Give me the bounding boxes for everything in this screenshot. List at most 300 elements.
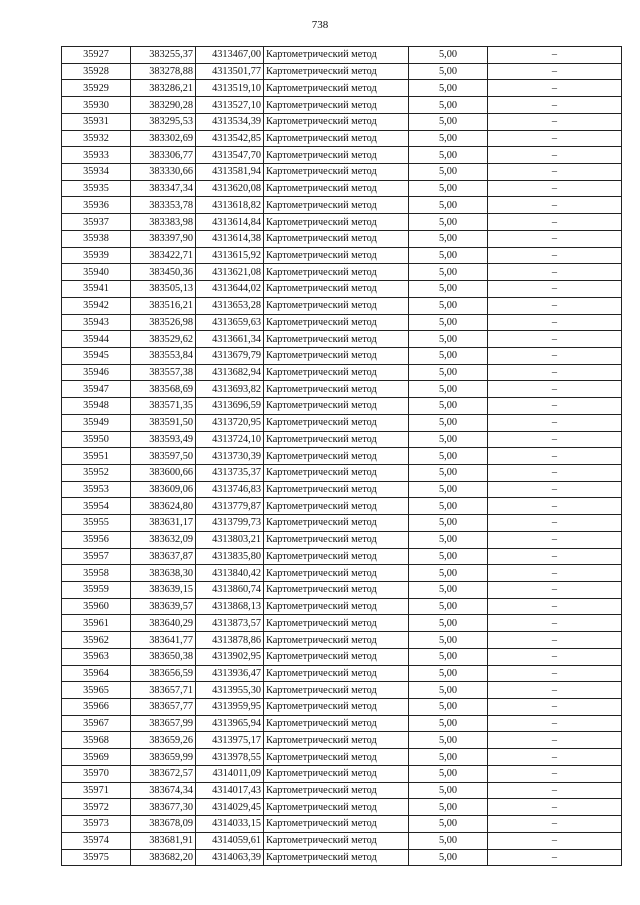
y-coordinate-cell: 4313730,39 [196, 448, 264, 465]
note-cell: – [488, 448, 622, 465]
table-row [62, 598, 622, 615]
y-coordinate-cell: 4313527,10 [196, 97, 264, 114]
point-number-cell: 35947 [62, 381, 131, 398]
method-cell: Картометрический метод [264, 582, 409, 599]
table-row [62, 749, 622, 766]
point-number-cell: 35967 [62, 715, 131, 732]
table-row [62, 180, 622, 197]
y-coordinate-cell: 4313547,70 [196, 147, 264, 164]
y-coordinate-cell: 4313614,38 [196, 230, 264, 247]
table-row [62, 281, 622, 298]
method-cell: Картометрический метод [264, 565, 409, 582]
table-row [62, 347, 622, 364]
error-cell: 5,00 [409, 164, 488, 181]
error-cell: 5,00 [409, 381, 488, 398]
point-number-cell: 35940 [62, 264, 131, 281]
y-coordinate-cell: 4314017,43 [196, 782, 264, 799]
note-cell: – [488, 197, 622, 214]
error-cell: 5,00 [409, 431, 488, 448]
error-cell: 5,00 [409, 464, 488, 481]
table-row [62, 80, 622, 97]
table-row [62, 565, 622, 582]
x-coordinate-cell: 383600,66 [131, 464, 196, 481]
point-number-cell: 35942 [62, 297, 131, 314]
point-number-cell: 35955 [62, 515, 131, 532]
y-coordinate-cell: 4313779,87 [196, 498, 264, 515]
x-coordinate-cell: 383639,15 [131, 582, 196, 599]
y-coordinate-cell: 4313501,77 [196, 63, 264, 80]
y-coordinate-cell: 4313618,82 [196, 197, 264, 214]
method-cell: Картометрический метод [264, 398, 409, 415]
page-number: 738 [311, 19, 329, 31]
point-number-cell: 35943 [62, 314, 131, 331]
method-cell: Картометрический метод [264, 799, 409, 816]
method-cell: Картометрический метод [264, 381, 409, 398]
x-coordinate-cell: 383450,36 [131, 264, 196, 281]
note-cell: – [488, 297, 622, 314]
x-coordinate-cell: 383657,99 [131, 715, 196, 732]
method-cell: Картометрический метод [264, 414, 409, 431]
y-coordinate-cell: 4314059,61 [196, 832, 264, 849]
method-cell: Картометрический метод [264, 615, 409, 632]
method-cell: Картометрический метод [264, 632, 409, 649]
note-cell: – [488, 347, 622, 364]
point-number-cell: 35935 [62, 180, 131, 197]
y-coordinate-cell: 4314011,09 [196, 765, 264, 782]
method-cell: Картометрический метод [264, 481, 409, 498]
method-cell: Картометрический метод [264, 331, 409, 348]
y-coordinate-cell: 4313467,00 [196, 47, 264, 64]
table-row [62, 414, 622, 431]
note-cell: – [488, 715, 622, 732]
y-coordinate-cell: 4313534,39 [196, 113, 264, 130]
method-cell: Картометрический метод [264, 314, 409, 331]
point-number-cell: 35975 [62, 849, 131, 866]
error-cell: 5,00 [409, 247, 488, 264]
table-row [62, 816, 622, 833]
point-number-cell: 35946 [62, 364, 131, 381]
table-row [62, 765, 622, 782]
error-cell: 5,00 [409, 113, 488, 130]
y-coordinate-cell: 4313936,47 [196, 665, 264, 682]
note-cell: – [488, 414, 622, 431]
error-cell: 5,00 [409, 515, 488, 532]
point-number-cell: 35932 [62, 130, 131, 147]
x-coordinate-cell: 383516,21 [131, 297, 196, 314]
x-coordinate-cell: 383295,53 [131, 113, 196, 130]
x-coordinate-cell: 383593,49 [131, 431, 196, 448]
table-row [62, 849, 622, 866]
point-number-cell: 35970 [62, 765, 131, 782]
error-cell: 5,00 [409, 297, 488, 314]
x-coordinate-cell: 383526,98 [131, 314, 196, 331]
y-coordinate-cell: 4313653,28 [196, 297, 264, 314]
method-cell: Картометрический метод [264, 214, 409, 231]
method-cell: Картометрический метод [264, 230, 409, 247]
error-cell: 5,00 [409, 264, 488, 281]
point-number-cell: 35973 [62, 816, 131, 833]
point-number-cell: 35945 [62, 347, 131, 364]
note-cell: – [488, 816, 622, 833]
error-cell: 5,00 [409, 749, 488, 766]
table-row [62, 297, 622, 314]
note-cell: – [488, 565, 622, 582]
table-row [62, 699, 622, 716]
error-cell: 5,00 [409, 598, 488, 615]
y-coordinate-cell: 4313975,17 [196, 732, 264, 749]
y-coordinate-cell: 4313724,10 [196, 431, 264, 448]
point-number-cell: 35965 [62, 682, 131, 699]
table-row [62, 264, 622, 281]
method-cell: Картометрический метод [264, 498, 409, 515]
error-cell: 5,00 [409, 715, 488, 732]
method-cell: Картометрический метод [264, 180, 409, 197]
note-cell: – [488, 582, 622, 599]
x-coordinate-cell: 383650,38 [131, 648, 196, 665]
method-cell: Картометрический метод [264, 832, 409, 849]
note-cell: – [488, 164, 622, 181]
x-coordinate-cell: 383597,50 [131, 448, 196, 465]
point-number-cell: 35953 [62, 481, 131, 498]
note-cell: – [488, 832, 622, 849]
note-cell: – [488, 699, 622, 716]
x-coordinate-cell: 383681,91 [131, 832, 196, 849]
y-coordinate-cell: 4313615,92 [196, 247, 264, 264]
table-row [62, 147, 622, 164]
y-coordinate-cell: 4313746,83 [196, 481, 264, 498]
method-cell: Картометрический метод [264, 648, 409, 665]
x-coordinate-cell: 383637,87 [131, 548, 196, 565]
error-cell: 5,00 [409, 331, 488, 348]
table-row [62, 431, 622, 448]
note-cell: – [488, 749, 622, 766]
error-cell: 5,00 [409, 615, 488, 632]
table-row [62, 732, 622, 749]
point-number-cell: 35964 [62, 665, 131, 682]
error-cell: 5,00 [409, 665, 488, 682]
note-cell: – [488, 398, 622, 415]
method-cell: Картометрический метод [264, 464, 409, 481]
error-cell: 5,00 [409, 364, 488, 381]
table-row [62, 548, 622, 565]
table-row [62, 498, 622, 515]
y-coordinate-cell: 4313955,30 [196, 682, 264, 699]
note-cell: – [488, 548, 622, 565]
point-number-cell: 35930 [62, 97, 131, 114]
method-cell: Картометрический метод [264, 699, 409, 716]
error-cell: 5,00 [409, 565, 488, 582]
point-number-cell: 35929 [62, 80, 131, 97]
error-cell: 5,00 [409, 632, 488, 649]
note-cell: – [488, 180, 622, 197]
coordinates-table-body [62, 47, 622, 866]
y-coordinate-cell: 4313682,94 [196, 364, 264, 381]
error-cell: 5,00 [409, 699, 488, 716]
note-cell: – [488, 598, 622, 615]
note-cell: – [488, 765, 622, 782]
note-cell: – [488, 247, 622, 264]
x-coordinate-cell: 383659,99 [131, 749, 196, 766]
note-cell: – [488, 381, 622, 398]
point-number-cell: 35956 [62, 531, 131, 548]
point-number-cell: 35933 [62, 147, 131, 164]
method-cell: Картометрический метод [264, 247, 409, 264]
y-coordinate-cell: 4313840,42 [196, 565, 264, 582]
x-coordinate-cell: 383657,77 [131, 699, 196, 716]
error-cell: 5,00 [409, 197, 488, 214]
error-cell: 5,00 [409, 230, 488, 247]
point-number-cell: 35958 [62, 565, 131, 582]
table-row [62, 381, 622, 398]
x-coordinate-cell: 383657,71 [131, 682, 196, 699]
method-cell: Картометрический метод [264, 598, 409, 615]
method-cell: Картометрический метод [264, 147, 409, 164]
table-row [62, 448, 622, 465]
note-cell: – [488, 147, 622, 164]
note-cell: – [488, 113, 622, 130]
table-row [62, 331, 622, 348]
note-cell: – [488, 732, 622, 749]
x-coordinate-cell: 383639,57 [131, 598, 196, 615]
method-cell: Картометрический метод [264, 515, 409, 532]
point-number-cell: 35941 [62, 281, 131, 298]
method-cell: Картометрический метод [264, 197, 409, 214]
error-cell: 5,00 [409, 765, 488, 782]
note-cell: – [488, 799, 622, 816]
table-row [62, 247, 622, 264]
y-coordinate-cell: 4313614,84 [196, 214, 264, 231]
method-cell: Картометрический метод [264, 364, 409, 381]
note-cell: – [488, 264, 622, 281]
table-row [62, 97, 622, 114]
point-number-cell: 35951 [62, 448, 131, 465]
note-cell: – [488, 648, 622, 665]
x-coordinate-cell: 383677,30 [131, 799, 196, 816]
y-coordinate-cell: 4313621,08 [196, 264, 264, 281]
point-number-cell: 35961 [62, 615, 131, 632]
point-number-cell: 35939 [62, 247, 131, 264]
table-row [62, 130, 622, 147]
y-coordinate-cell: 4313835,80 [196, 548, 264, 565]
error-cell: 5,00 [409, 481, 488, 498]
table-row [62, 531, 622, 548]
x-coordinate-cell: 383609,06 [131, 481, 196, 498]
method-cell: Картометрический метод [264, 732, 409, 749]
x-coordinate-cell: 383529,62 [131, 331, 196, 348]
point-number-cell: 35937 [62, 214, 131, 231]
error-cell: 5,00 [409, 732, 488, 749]
note-cell: – [488, 130, 622, 147]
y-coordinate-cell: 4313644,02 [196, 281, 264, 298]
table-row [62, 682, 622, 699]
note-cell: – [488, 498, 622, 515]
x-coordinate-cell: 383674,34 [131, 782, 196, 799]
note-cell: – [488, 782, 622, 799]
method-cell: Картометрический метод [264, 431, 409, 448]
point-number-cell: 35949 [62, 414, 131, 431]
table-row [62, 214, 622, 231]
method-cell: Картометрический метод [264, 531, 409, 548]
y-coordinate-cell: 4313959,95 [196, 699, 264, 716]
point-number-cell: 35927 [62, 47, 131, 64]
y-coordinate-cell: 4314029,45 [196, 799, 264, 816]
method-cell: Картометрический метод [264, 782, 409, 799]
error-cell: 5,00 [409, 414, 488, 431]
y-coordinate-cell: 4313873,57 [196, 615, 264, 632]
error-cell: 5,00 [409, 47, 488, 64]
point-number-cell: 35959 [62, 582, 131, 599]
error-cell: 5,00 [409, 582, 488, 599]
table-row [62, 364, 622, 381]
note-cell: – [488, 97, 622, 114]
table-row [62, 47, 622, 64]
point-number-cell: 35936 [62, 197, 131, 214]
method-cell: Картометрический метод [264, 715, 409, 732]
error-cell: 5,00 [409, 648, 488, 665]
point-number-cell: 35938 [62, 230, 131, 247]
y-coordinate-cell: 4313860,74 [196, 582, 264, 599]
note-cell: – [488, 481, 622, 498]
point-number-cell: 35968 [62, 732, 131, 749]
point-number-cell: 35971 [62, 782, 131, 799]
error-cell: 5,00 [409, 498, 488, 515]
point-number-cell: 35969 [62, 749, 131, 766]
point-number-cell: 35960 [62, 598, 131, 615]
x-coordinate-cell: 383682,20 [131, 849, 196, 866]
y-coordinate-cell: 4313519,10 [196, 80, 264, 97]
table-row [62, 615, 622, 632]
y-coordinate-cell: 4313696,59 [196, 398, 264, 415]
x-coordinate-cell: 383656,59 [131, 665, 196, 682]
x-coordinate-cell: 383591,50 [131, 414, 196, 431]
error-cell: 5,00 [409, 281, 488, 298]
x-coordinate-cell: 383290,28 [131, 97, 196, 114]
point-number-cell: 35931 [62, 113, 131, 130]
x-coordinate-cell: 383557,38 [131, 364, 196, 381]
x-coordinate-cell: 383255,37 [131, 47, 196, 64]
x-coordinate-cell: 383553,84 [131, 347, 196, 364]
point-number-cell: 35948 [62, 398, 131, 415]
x-coordinate-cell: 383383,98 [131, 214, 196, 231]
x-coordinate-cell: 383641,77 [131, 632, 196, 649]
y-coordinate-cell: 4313720,95 [196, 414, 264, 431]
y-coordinate-cell: 4314033,15 [196, 816, 264, 833]
y-coordinate-cell: 4313693,82 [196, 381, 264, 398]
method-cell: Картометрический метод [264, 548, 409, 565]
error-cell: 5,00 [409, 448, 488, 465]
note-cell: – [488, 665, 622, 682]
note-cell: – [488, 331, 622, 348]
point-number-cell: 35957 [62, 548, 131, 565]
table-row [62, 582, 622, 599]
y-coordinate-cell: 4313659,63 [196, 314, 264, 331]
y-coordinate-cell: 4314063,39 [196, 849, 264, 866]
note-cell: – [488, 80, 622, 97]
note-cell: – [488, 281, 622, 298]
method-cell: Картометрический метод [264, 665, 409, 682]
method-cell: Картометрический метод [264, 47, 409, 64]
note-cell: – [488, 531, 622, 548]
x-coordinate-cell: 383422,71 [131, 247, 196, 264]
x-coordinate-cell: 383632,09 [131, 531, 196, 548]
table-row [62, 113, 622, 130]
method-cell: Картометрический метод [264, 264, 409, 281]
table-row [62, 398, 622, 415]
point-number-cell: 35954 [62, 498, 131, 515]
method-cell: Картометрический метод [264, 347, 409, 364]
method-cell: Картометрический метод [264, 281, 409, 298]
table-row [62, 782, 622, 799]
error-cell: 5,00 [409, 180, 488, 197]
y-coordinate-cell: 4313581,94 [196, 164, 264, 181]
x-coordinate-cell: 383353,78 [131, 197, 196, 214]
table-row [62, 799, 622, 816]
y-coordinate-cell: 4313542,85 [196, 130, 264, 147]
error-cell: 5,00 [409, 799, 488, 816]
error-cell: 5,00 [409, 832, 488, 849]
point-number-cell: 35928 [62, 63, 131, 80]
error-cell: 5,00 [409, 682, 488, 699]
error-cell: 5,00 [409, 214, 488, 231]
y-coordinate-cell: 4313661,34 [196, 331, 264, 348]
method-cell: Картометрический метод [264, 816, 409, 833]
method-cell: Картометрический метод [264, 97, 409, 114]
table-row [62, 481, 622, 498]
x-coordinate-cell: 383286,21 [131, 80, 196, 97]
x-coordinate-cell: 383347,34 [131, 180, 196, 197]
method-cell: Картометрический метод [264, 749, 409, 766]
x-coordinate-cell: 383505,13 [131, 281, 196, 298]
table-row [62, 665, 622, 682]
y-coordinate-cell: 4313679,79 [196, 347, 264, 364]
y-coordinate-cell: 4313978,55 [196, 749, 264, 766]
point-number-cell: 35962 [62, 632, 131, 649]
point-number-cell: 35934 [62, 164, 131, 181]
table-row [62, 230, 622, 247]
table-row [62, 632, 622, 649]
x-coordinate-cell: 383640,29 [131, 615, 196, 632]
error-cell: 5,00 [409, 849, 488, 866]
error-cell: 5,00 [409, 347, 488, 364]
error-cell: 5,00 [409, 314, 488, 331]
error-cell: 5,00 [409, 97, 488, 114]
note-cell: – [488, 47, 622, 64]
x-coordinate-cell: 383306,77 [131, 147, 196, 164]
table-row [62, 464, 622, 481]
method-cell: Картометрический метод [264, 297, 409, 314]
method-cell: Картометрический метод [264, 164, 409, 181]
note-cell: – [488, 632, 622, 649]
x-coordinate-cell: 383571,35 [131, 398, 196, 415]
x-coordinate-cell: 383672,57 [131, 765, 196, 782]
point-number-cell: 35966 [62, 699, 131, 716]
y-coordinate-cell: 4313878,86 [196, 632, 264, 649]
method-cell: Картометрический метод [264, 130, 409, 147]
x-coordinate-cell: 383278,88 [131, 63, 196, 80]
y-coordinate-cell: 4313902,95 [196, 648, 264, 665]
x-coordinate-cell: 383330,66 [131, 164, 196, 181]
method-cell: Картометрический метод [264, 765, 409, 782]
table-row [62, 63, 622, 80]
method-cell: Картометрический метод [264, 849, 409, 866]
method-cell: Картометрический метод [264, 682, 409, 699]
x-coordinate-cell: 383678,09 [131, 816, 196, 833]
y-coordinate-cell: 4313965,94 [196, 715, 264, 732]
y-coordinate-cell: 4313803,21 [196, 531, 264, 548]
x-coordinate-cell: 383397,90 [131, 230, 196, 247]
y-coordinate-cell: 4313868,13 [196, 598, 264, 615]
note-cell: – [488, 515, 622, 532]
